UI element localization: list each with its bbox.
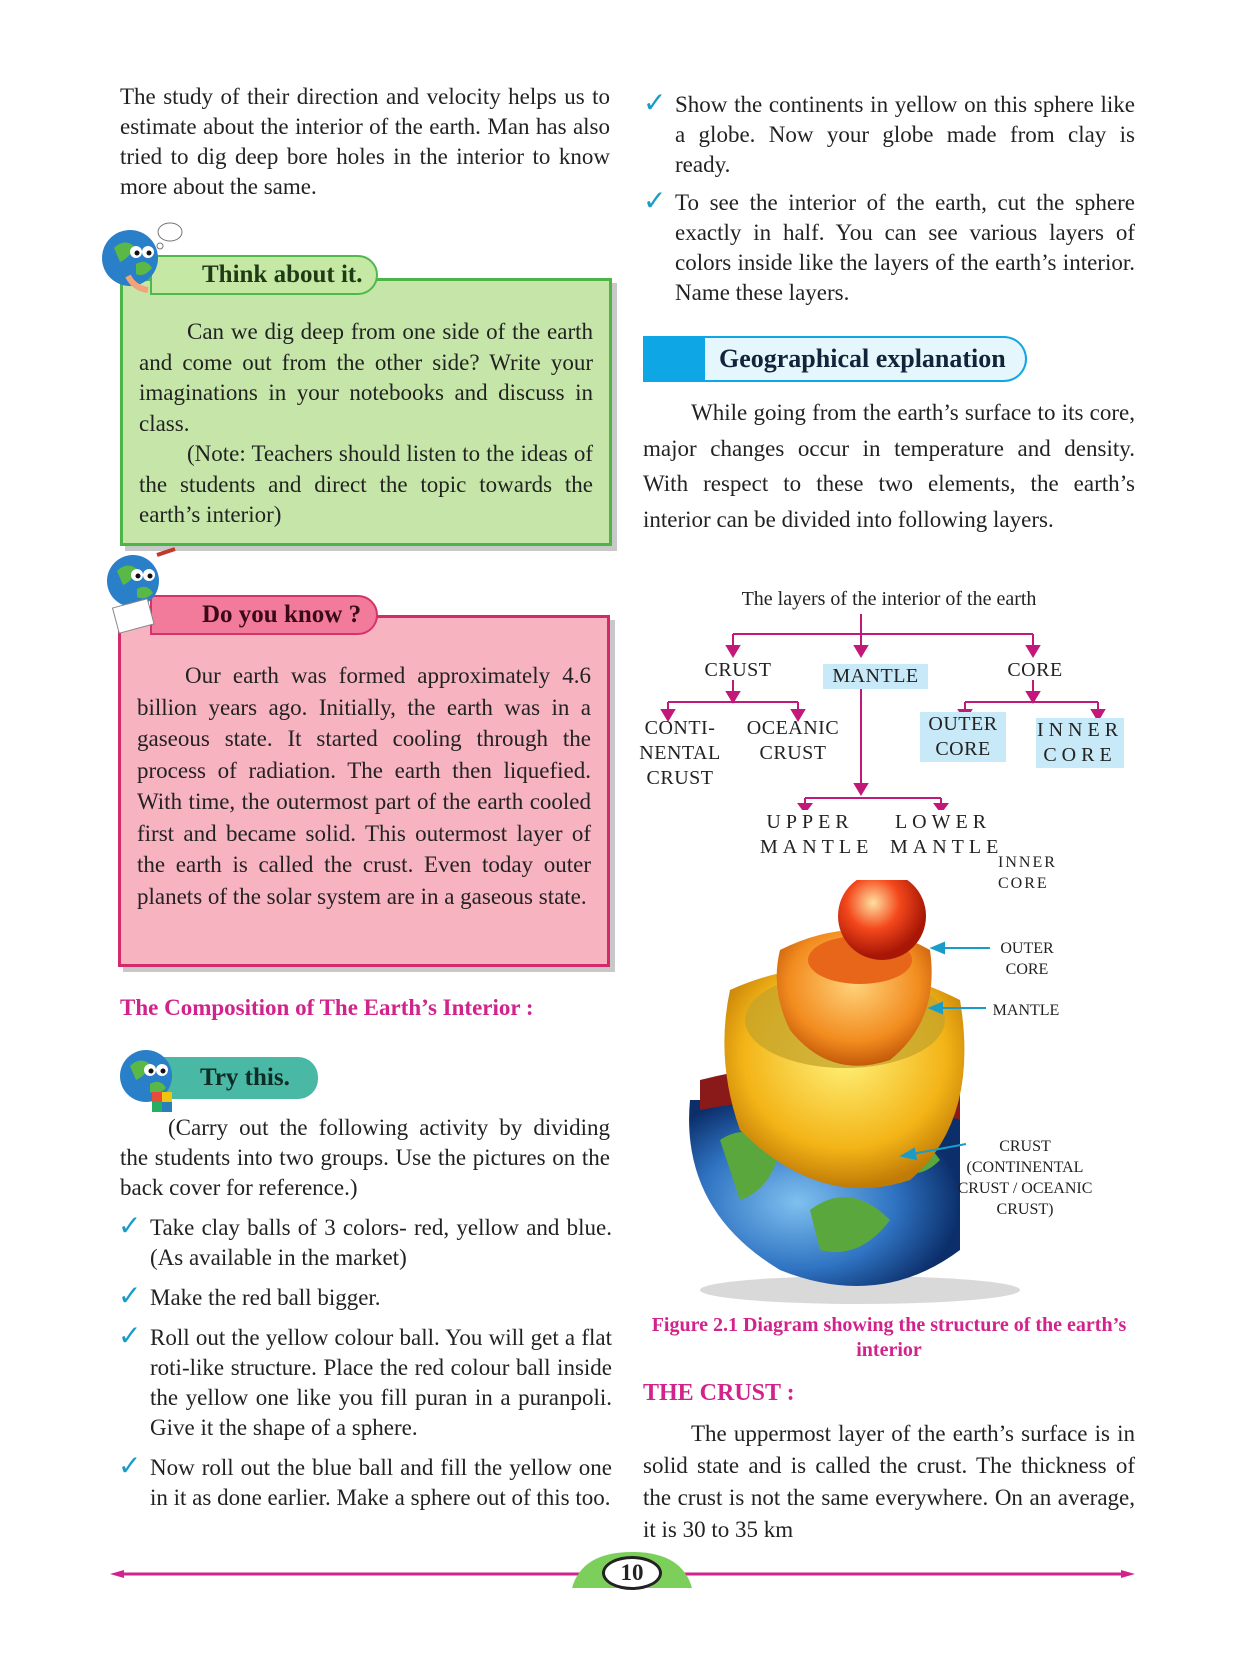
- know-body: Our earth was formed approximately 4.6 billion years ago. Initially, the earth was in a gaseous state. It started cooling through the process of radiation. The earth then liquefied. With time, the outermost part of the earth cooled first and became solid. This outermost layer of the earth is called the crust. Even today outer planets of the solar system are in a gaseous state.: [137, 663, 591, 909]
- think-body: Can we dig deep from one side of the earth and come out from the other side? Write your imaginations in your notebooks and discuss in class.: [139, 319, 593, 436]
- tree-node-oceanic-crust: OCEANIC CRUST: [746, 717, 840, 764]
- crust-heading: THE CRUST :: [643, 1380, 795, 1406]
- try-this-intro: (Carry out the following activity by dividing the students into two groups. Use the pictures on the back cover for reference.): [120, 1115, 610, 1200]
- tree-node-core: CORE: [1007, 659, 1063, 681]
- activity-steps-list: [118, 1209, 612, 1523]
- tree-node-mantle: MANTLE: [823, 664, 928, 689]
- page-number: 10: [602, 1556, 662, 1590]
- list-item: ✓ Now roll out the blue ball and fill the yellow one in it as done earlier. Make a sphere out of this too.: [118, 1449, 612, 1510]
- tree-node-lower-mantle: LOWER MANTLE: [890, 811, 1004, 858]
- tree-node-upper-mantle: UPPER MANTLE: [760, 811, 874, 858]
- list-item: ✓ Make the red ball bigger.: [118, 1279, 381, 1312]
- do-you-know-title: Do you know ?: [150, 595, 378, 635]
- globe-mascot-thinking-icon: [100, 218, 190, 298]
- label-mantle: MANTLE: [992, 1002, 1060, 1019]
- list-item: ✓ Show the continents in yellow on this sphere like a globe. Now your globe made from clay is ready.: [643, 86, 1135, 177]
- globe-mascot-cube-icon: [112, 1040, 192, 1118]
- crust-paragraph: The uppermost layer of the earth’s surface is in solid state and is called the crust. The thickness of the crust is not the same everywhere. On an average, it is 30 to 35 km: [643, 1421, 1135, 1542]
- check-icon: ✓: [118, 1319, 142, 1352]
- check-icon: ✓: [118, 1279, 142, 1312]
- activity-steps-continued-list: [643, 86, 1135, 316]
- earth-interior-illustration: [660, 880, 1140, 1310]
- think-note: (Note: Teachers should listen to the ideas of the students and direct the topic towards the earth’s interior): [139, 441, 593, 527]
- composition-heading: The Composition of The Earth’s Interior :: [120, 995, 534, 1020]
- globe-mascot-writing-icon: [95, 545, 185, 635]
- check-icon: ✓: [118, 1449, 142, 1482]
- do-you-know-box: [118, 615, 610, 967]
- label-inner-core: INNER CORE: [998, 854, 1057, 892]
- label-crust: CRUST (CONTINENTAL CRUST / OCEANIC CRUST): [957, 1138, 1093, 1218]
- list-item: ✓ To see the interior of the earth, cut the sphere exactly in half. You can see various layers of colors inside like the layers of the earth’s interior. Name these layers.: [643, 184, 1135, 305]
- tree-node-outer-core: OUTER CORE: [920, 712, 1006, 762]
- tree-node-crust: CRUST: [704, 659, 772, 681]
- list-item: ✓ Take clay balls of 3 colors- red, yellow and blue. (As available in the market): [118, 1209, 612, 1270]
- intro-paragraph: The study of their direction and velocity helps us to estimate about the interior of the earth. Man has also tried to dig deep bore holes in the interior to know more about the same.: [120, 84, 610, 199]
- think-about-it-box: [120, 278, 612, 546]
- check-icon: ✓: [643, 184, 667, 217]
- check-icon: ✓: [118, 1209, 142, 1242]
- try-this-title: Try this.: [150, 1057, 318, 1099]
- check-icon: ✓: [643, 86, 667, 119]
- tree-node-inner-core: INNER CORE: [1036, 719, 1124, 766]
- figure-caption: Figure 2.1 Diagram showing the structure of the earth’s interior: [651, 1314, 1127, 1361]
- tree-node-continental-crust: CONTI- NENTAL CRUST: [639, 717, 721, 789]
- think-about-it-title: Think about it.: [150, 255, 378, 295]
- list-item: ✓ Roll out the yellow colour ball. You will get a flat roti-like structure. Place the red colour ball inside the yellow one like you fill puran in a puranpoli. Give it the shape of a sphere.: [118, 1319, 612, 1440]
- label-outer-core: OUTER CORE: [1000, 940, 1054, 978]
- geographical-explanation-heading: Geographical explanation: [705, 336, 1027, 382]
- layers-tree-title: The layers of the interior of the earth: [741, 588, 1037, 610]
- geo-paragraph: While going from the earth’s surface to its core, major changes occur in temperature and density. With respect to these two elements, the earth’s interior can be divided into following layers.: [643, 400, 1135, 532]
